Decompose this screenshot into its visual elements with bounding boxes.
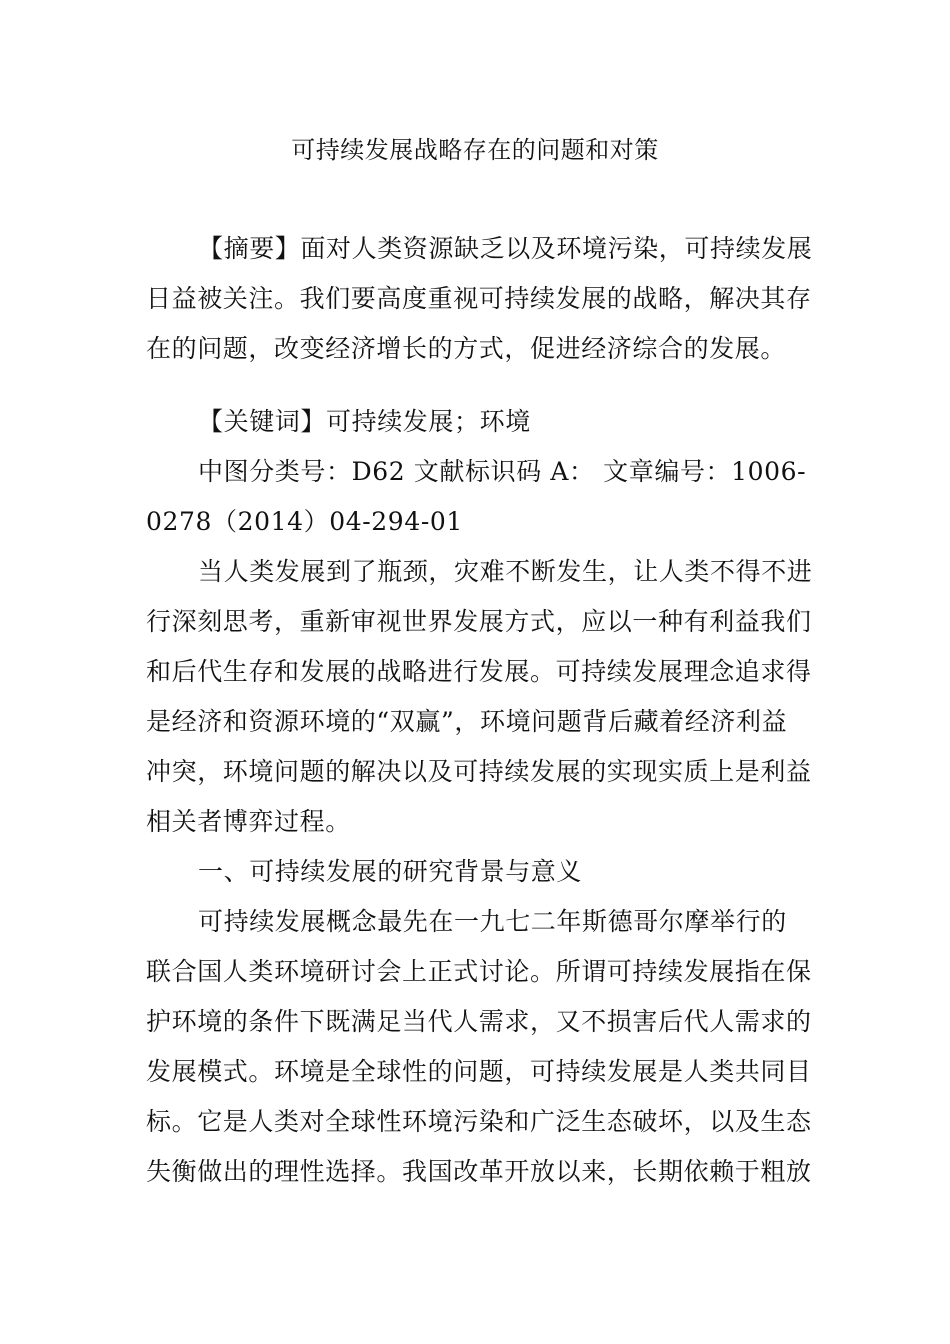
section1-line: 标。它是人类对全球性环境污染和广泛生态破坏，以及生态 bbox=[146, 1107, 812, 1136]
intro-paragraph bbox=[146, 547, 813, 847]
intro-line: 是经济和资源环境的“双赢”，环境问题背后藏着经济利益 bbox=[146, 707, 788, 736]
abstract-line: 日益被关注。我们要高度重视可持续发展的战略，解决其存 bbox=[146, 284, 812, 313]
section1-line: 联合国人类环境研讨会上正式讨论。所谓可持续发展指在保 bbox=[146, 957, 812, 986]
intro-line: 和后代生存和发展的战略进行发展。可持续发展理念追求得 bbox=[146, 657, 812, 686]
classification-line: 中图分类号：D62 文献标识码 A： 文章编号：1006- bbox=[198, 457, 807, 486]
section1-paragraph bbox=[146, 897, 810, 1197]
abstract-line: 在的问题，改变经济增长的方式，促进经济综合的发展。 bbox=[146, 334, 787, 363]
section1-heading: 一、可持续发展的研究背景与意义 bbox=[198, 857, 583, 886]
section1-line: 发展模式。环境是全球性的问题，可持续发展是人类共同目 bbox=[146, 1057, 812, 1086]
intro-line: 相关者博弈过程。 bbox=[146, 807, 351, 836]
section1-line: 失衡做出的理性选择。我国改革开放以来，长期依赖于粗放 bbox=[146, 1157, 812, 1186]
classification-paragraph bbox=[146, 447, 810, 547]
section1-line: 护环境的条件下既满足当代人需求，又不损害后代人需求的 bbox=[146, 1007, 812, 1036]
classification-line: 0278（2014）04-294-01 bbox=[146, 507, 463, 536]
document-title: 可持续发展战略存在的问题和对策 bbox=[291, 136, 659, 164]
section-heading bbox=[146, 847, 810, 897]
intro-line: 当人类发展到了瓶颈，灾难不断发生，让人类不得不进 bbox=[198, 557, 813, 586]
abstract-line: 【摘要】面对人类资源缺乏以及环境污染，可持续发展 bbox=[198, 234, 813, 263]
section1-line: 可持续发展概念最先在一九七二年斯德哥尔摩举行的 bbox=[198, 907, 787, 936]
intro-line: 冲突，环境问题的解决以及可持续发展的实现实质上是利益 bbox=[146, 757, 812, 786]
keywords-paragraph bbox=[146, 397, 810, 447]
abstract-paragraph bbox=[146, 224, 813, 374]
intro-line: 行深刻思考，重新审视世界发展方式，应以一种有利益我们 bbox=[146, 607, 812, 636]
keywords-line: 【关键词】可持续发展；环境 bbox=[198, 407, 531, 436]
